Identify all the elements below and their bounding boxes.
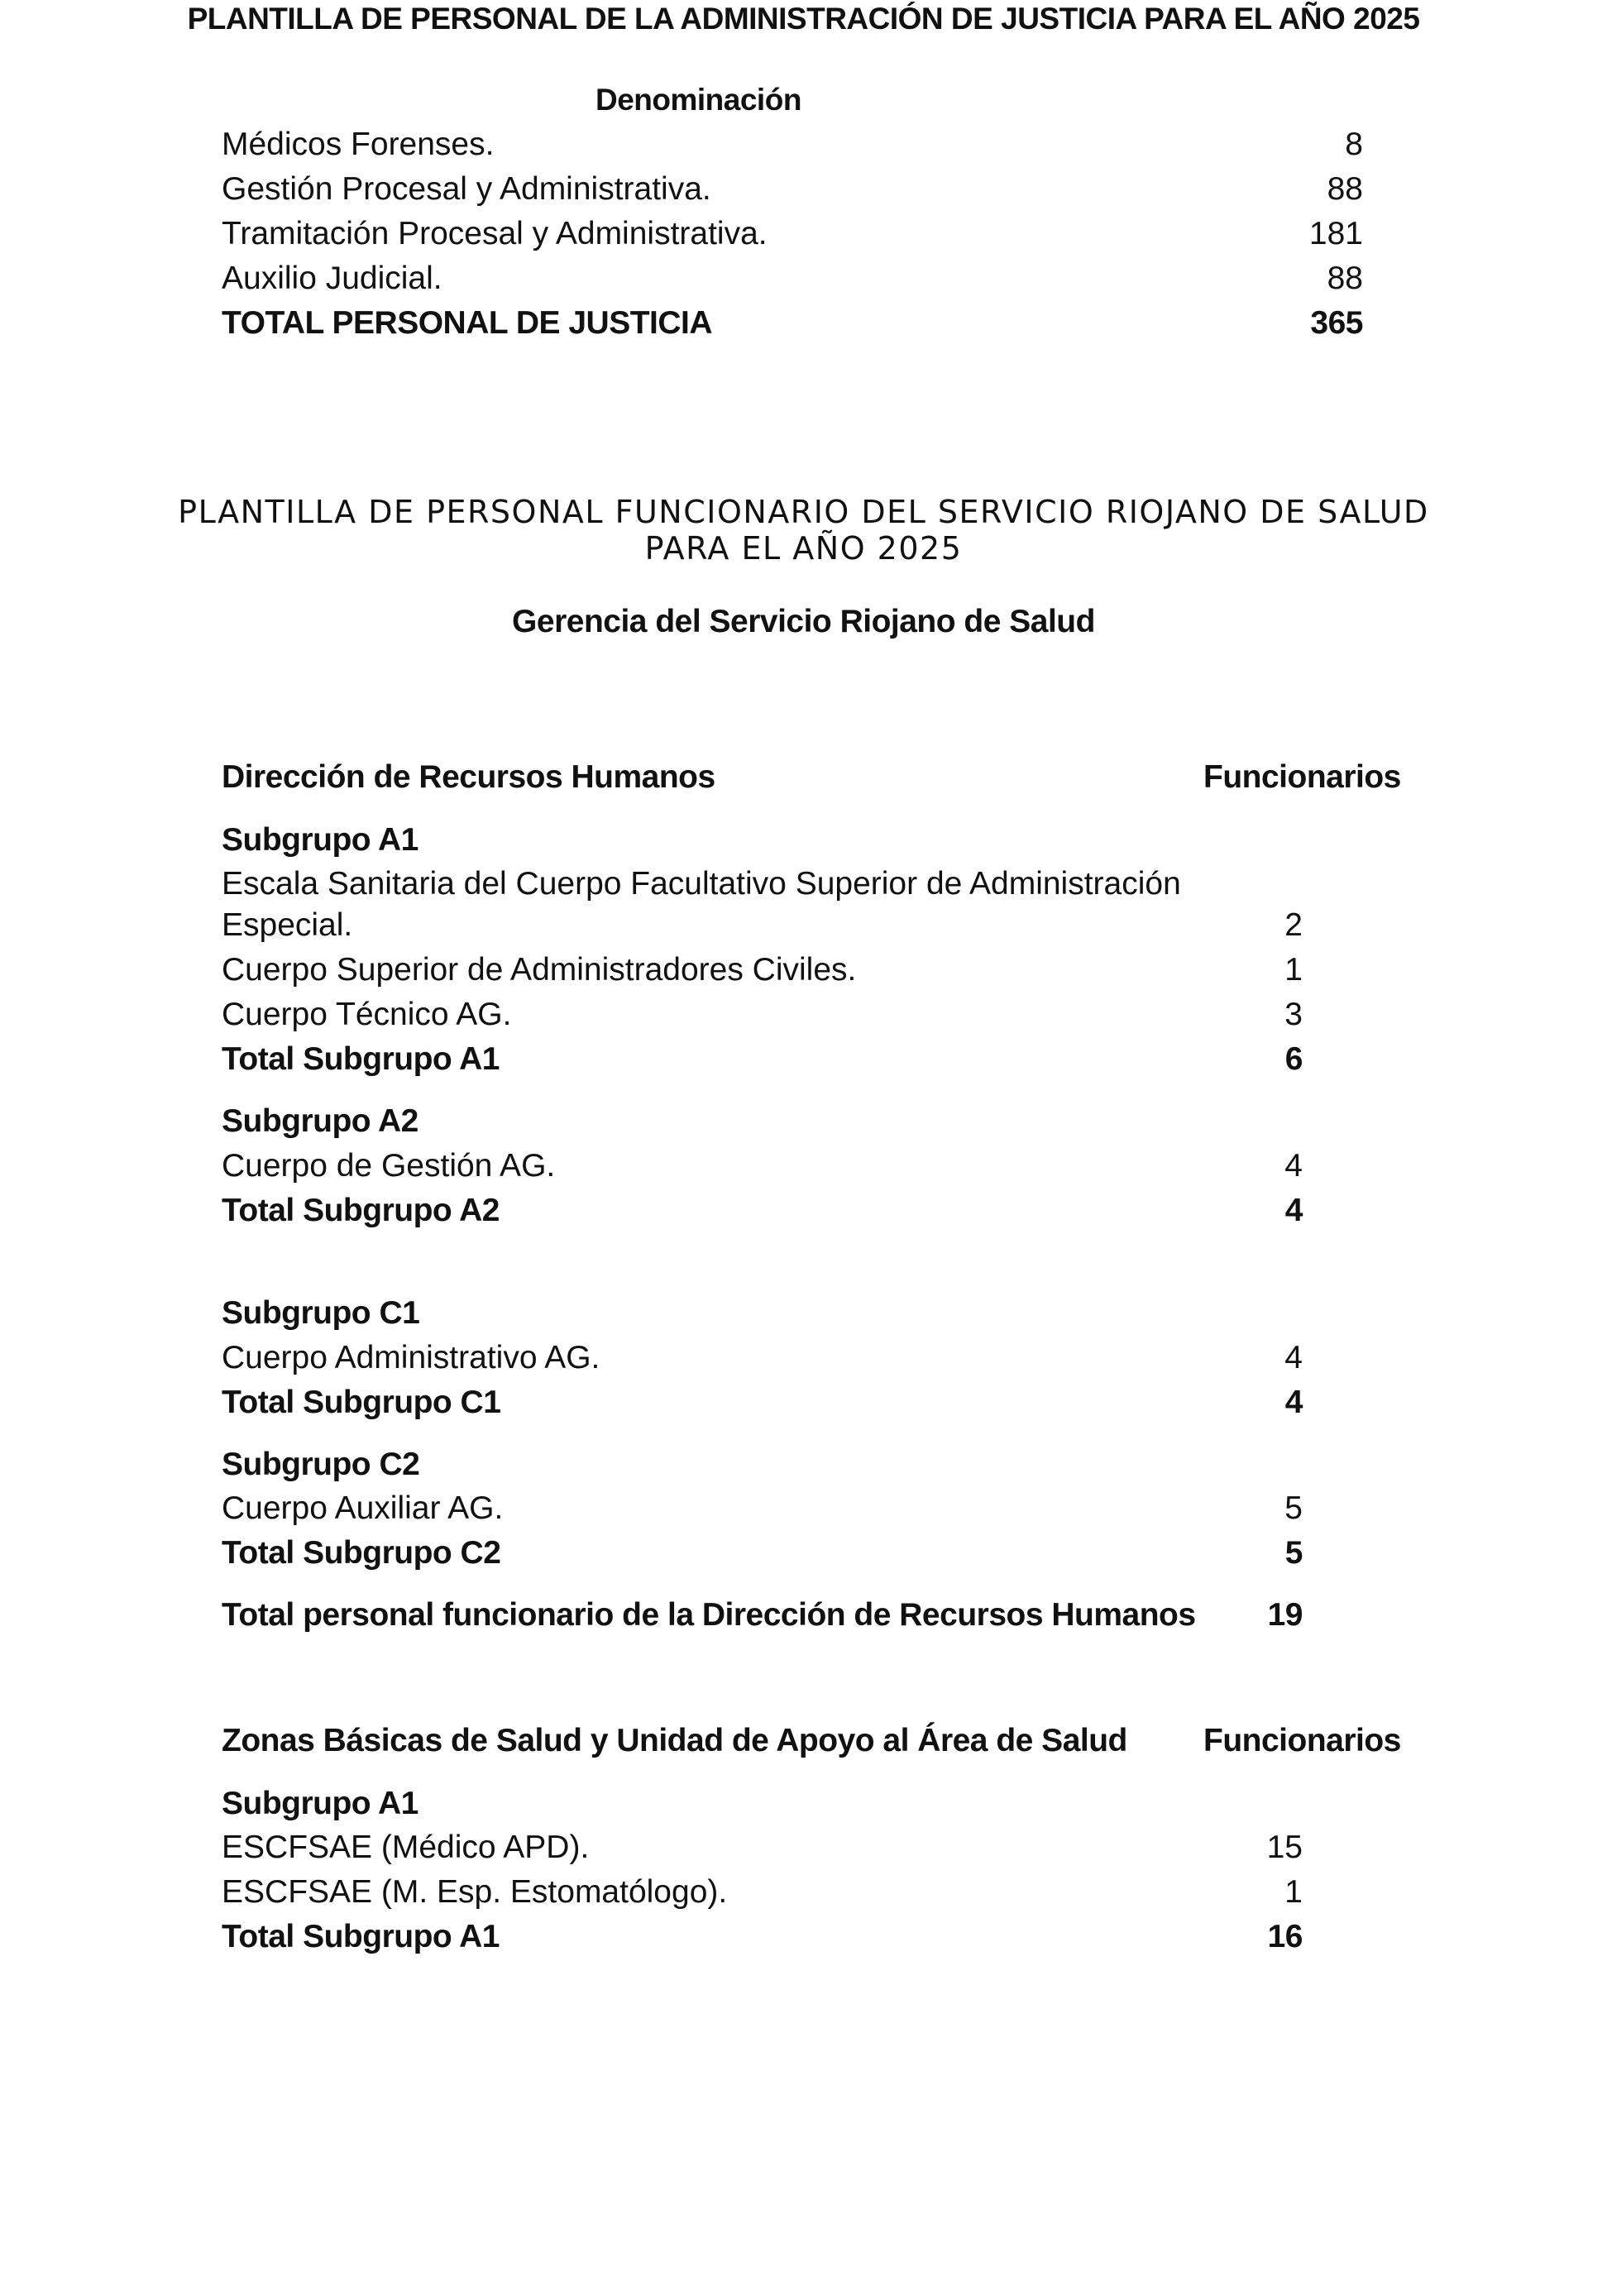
- rrhh-a2-total-value: 4: [1284, 1193, 1303, 1228]
- rrhh-a1-total-label: Total Subgrupo A1: [222, 1041, 500, 1077]
- rrhh-c2-row-label: Cuerpo Auxiliar AG.: [222, 1490, 504, 1526]
- zbs-col-header: Funcionarios: [1203, 1723, 1401, 1758]
- zbs-a1-row-label: ESCFSAE (Médico APD).: [222, 1830, 590, 1865]
- zbs-a1-row-label: ESCFSAE (M. Esp. Estomatólogo).: [222, 1874, 728, 1910]
- rrhh-c2-total-value: 5: [1284, 1535, 1303, 1571]
- justicia-row-value: 88: [1327, 261, 1363, 296]
- zbs-a1-row-value: 15: [1266, 1830, 1303, 1865]
- rrhh-a1-row-label: Escala Sanitaria del Cuerpo Facultativo Superior de Administración: [222, 866, 1181, 902]
- salud-subtitle: Gerencia del Servicio Riojano de Salud: [512, 604, 1095, 639]
- justicia-row-value: 181: [1308, 216, 1363, 251]
- zbs-a1-row-value: 1: [1284, 1874, 1303, 1910]
- zbs-a1-total-label: Total Subgrupo A1: [222, 1919, 500, 1954]
- justicia-row-value: 88: [1327, 171, 1363, 207]
- justicia-total-label: TOTAL PERSONAL DE JUSTICIA: [222, 305, 713, 341]
- rrhh-a1-total-value: 6: [1284, 1041, 1303, 1077]
- justicia-row-label: Tramitación Procesal y Administrativa.: [222, 216, 768, 251]
- justicia-title: PLANTILLA DE PERSONAL DE LA ADMINISTRACIÓN DE JUSTICIA PARA EL AÑO 2025: [187, 2, 1420, 36]
- justicia-row-label: Médicos Forenses.: [222, 127, 495, 162]
- rrhh-a1-heading: Subgrupo A1: [222, 822, 418, 858]
- rrhh-grand-total-label: Total personal funcionario de la Dirección de Recursos Humanos: [222, 1597, 1196, 1633]
- rrhh-c1-heading: Subgrupo C1: [222, 1295, 420, 1331]
- rrhh-a1-row-label: Cuerpo Superior de Administradores Civiles.: [222, 952, 857, 988]
- justicia-row-value: 8: [1345, 127, 1363, 162]
- rrhh-c1-total-value: 4: [1284, 1385, 1303, 1420]
- rrhh-header: Dirección de Recursos Humanos: [222, 759, 715, 795]
- zbs-a1-total-value: 16: [1267, 1919, 1303, 1954]
- rrhh-a1-row-label: Cuerpo Técnico AG.: [222, 997, 512, 1032]
- rrhh-col-header: Funcionarios: [1203, 759, 1401, 795]
- rrhh-a1-row-value: 3: [1284, 997, 1303, 1032]
- rrhh-c2-row-value: 5: [1284, 1490, 1303, 1526]
- rrhh-c2-heading: Subgrupo C2: [222, 1447, 420, 1482]
- rrhh-grand-total-value: 19: [1267, 1597, 1303, 1633]
- denominacion-header: Denominación: [595, 83, 801, 117]
- rrhh-a2-heading: Subgrupo A2: [222, 1103, 418, 1139]
- rrhh-a1-row-label-cont: Especial.: [222, 907, 353, 943]
- rrhh-a2-total-label: Total Subgrupo A2: [222, 1193, 500, 1228]
- rrhh-c1-row-value: 4: [1284, 1340, 1303, 1375]
- rrhh-a2-row-label: Cuerpo de Gestión AG.: [222, 1148, 556, 1184]
- zbs-header: Zonas Básicas de Salud y Unidad de Apoyo al Área de Salud: [222, 1723, 1127, 1758]
- rrhh-c1-total-label: Total Subgrupo C1: [222, 1385, 501, 1420]
- rrhh-c2-total-label: Total Subgrupo C2: [222, 1535, 501, 1571]
- justicia-row-label: Auxilio Judicial.: [222, 261, 442, 296]
- rrhh-c1-row-label: Cuerpo Administrativo AG.: [222, 1340, 600, 1375]
- salud-title-line2: PARA EL AÑO 2025: [644, 530, 963, 567]
- rrhh-a1-row-value: 2: [1284, 907, 1303, 943]
- rrhh-a1-row-value: 1: [1284, 952, 1303, 988]
- zbs-a1-heading: Subgrupo A1: [222, 1786, 418, 1821]
- justicia-total-value: 365: [1310, 305, 1363, 341]
- salud-title-line1: PLANTILLA DE PERSONAL FUNCIONARIO DEL SERVICIO RIOJANO DE SALUD: [178, 494, 1429, 530]
- justicia-row-label: Gestión Procesal y Administrativa.: [222, 171, 711, 207]
- rrhh-a2-row-value: 4: [1284, 1148, 1303, 1184]
